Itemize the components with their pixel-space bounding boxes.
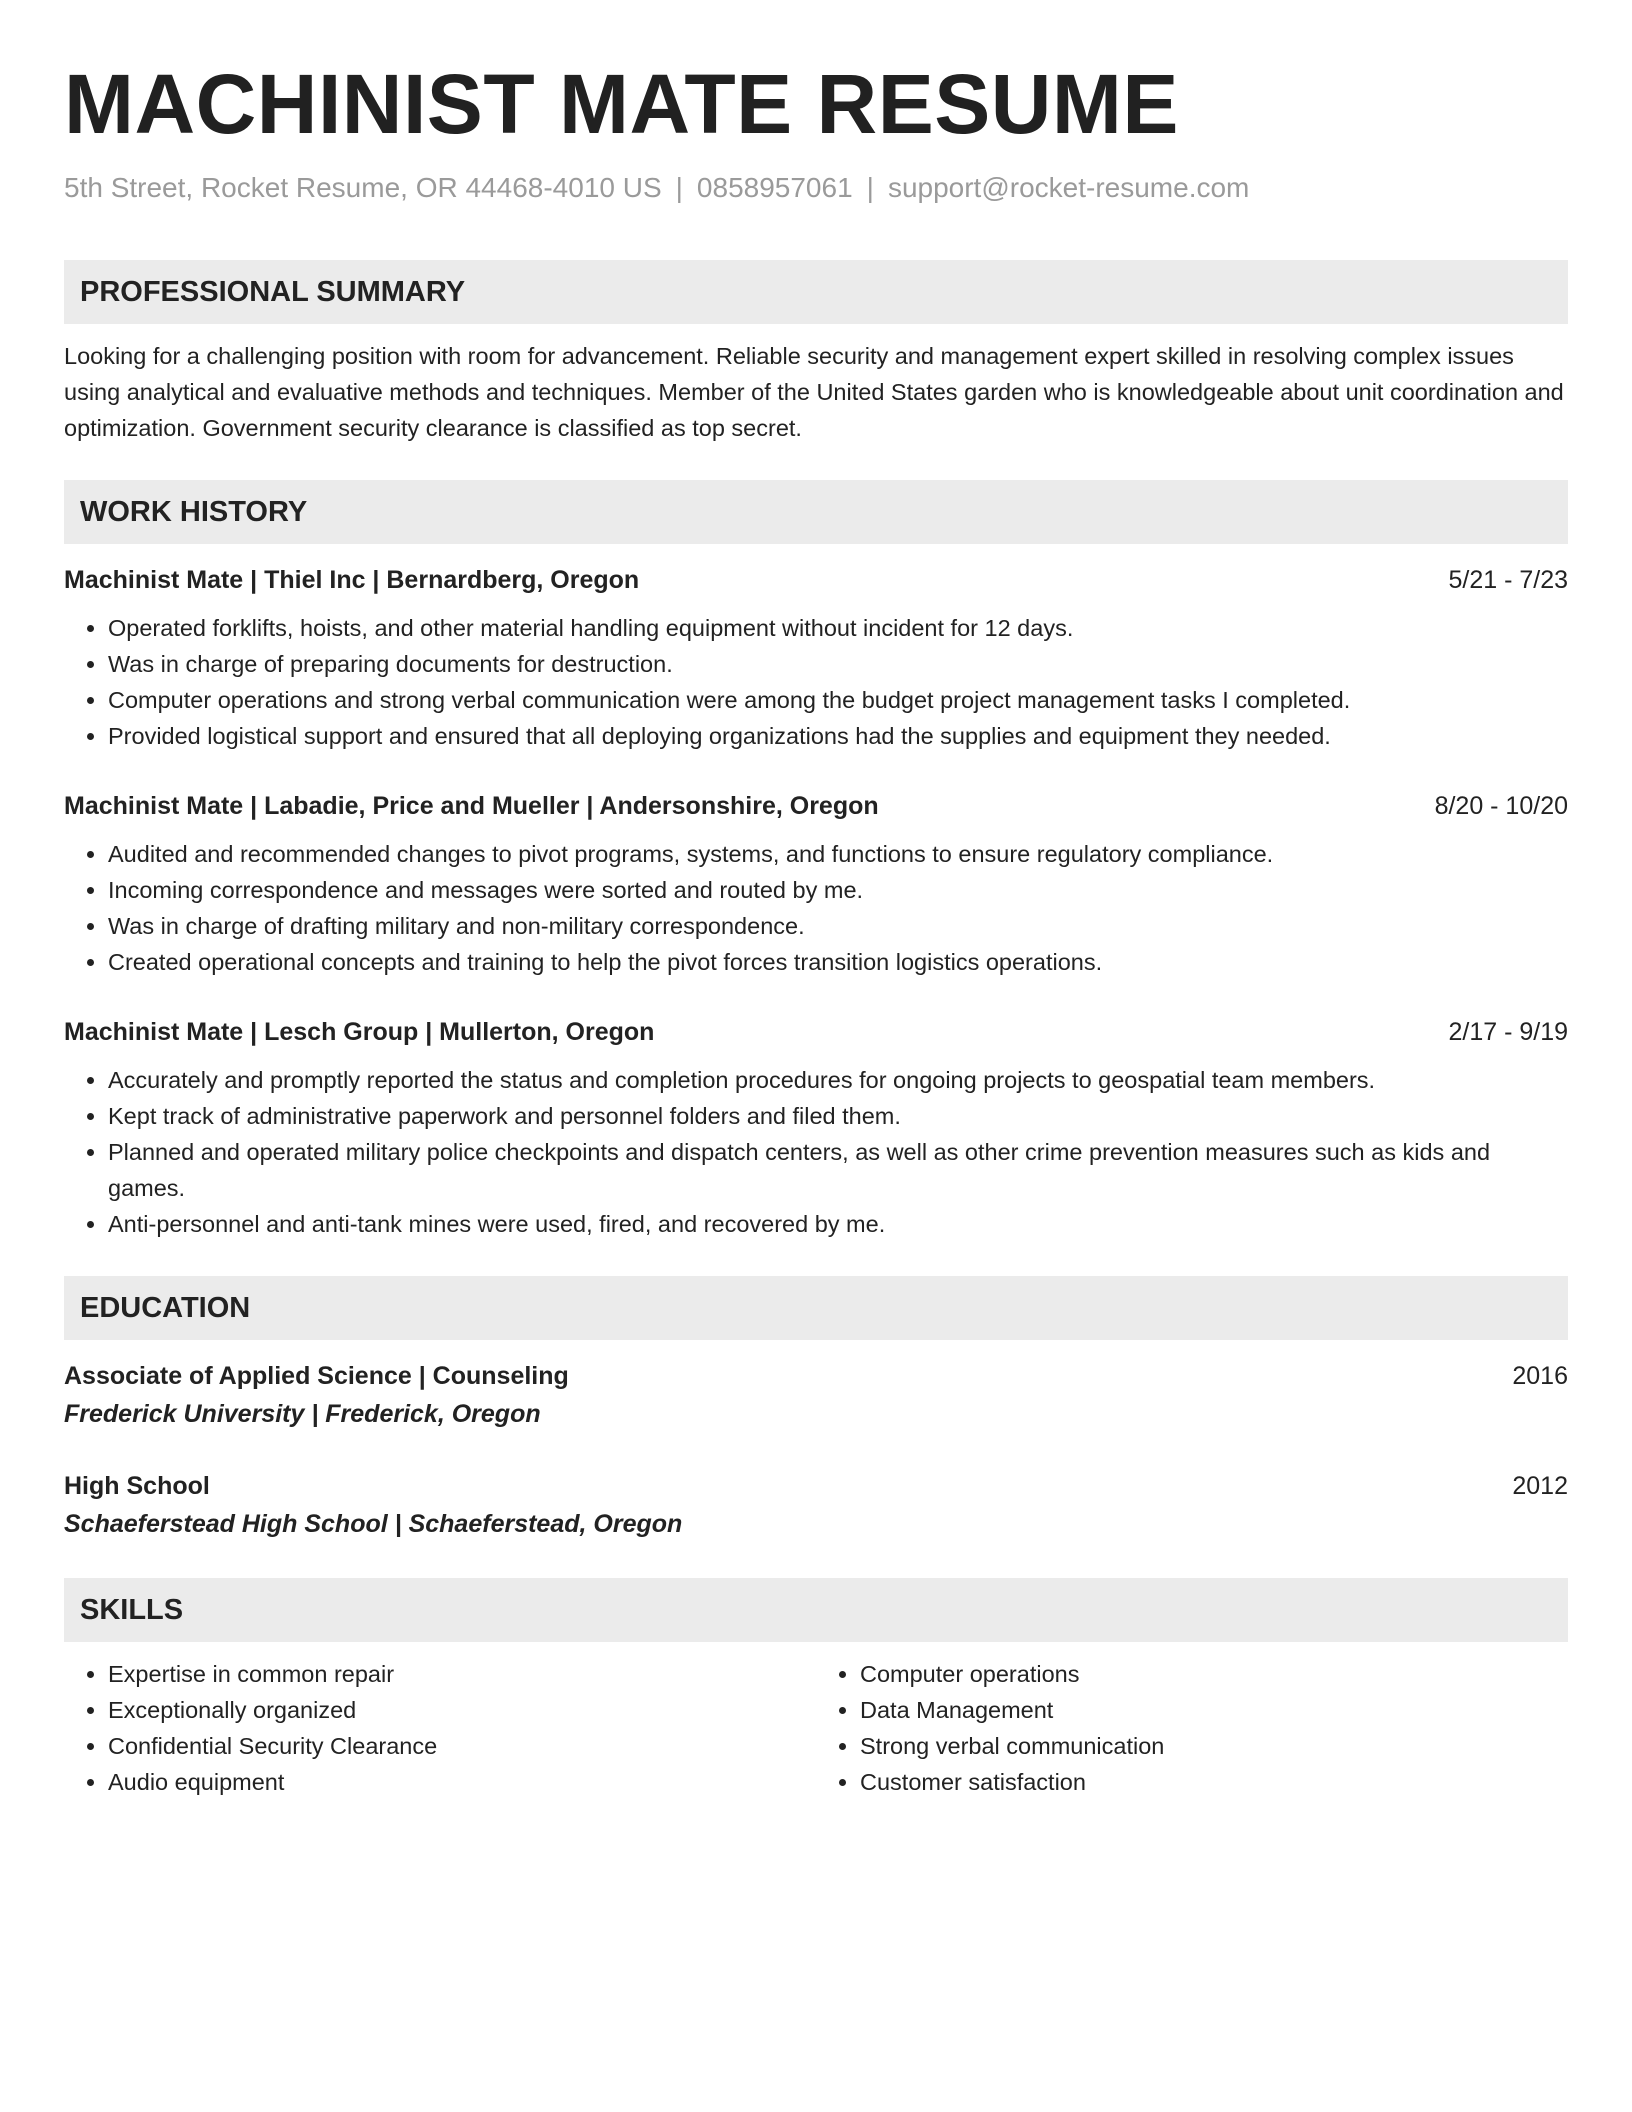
contact-line (64, 170, 1568, 206)
skill-item: • Strong verbal communication (860, 1728, 1568, 1764)
skill-item: • Audio equipment (108, 1764, 816, 1800)
education-entry (64, 1468, 1568, 1544)
job-bullet-list (64, 610, 1568, 754)
section-heading-education: EDUCATION (64, 1276, 1568, 1340)
job-bullet: • Operated forklifts, hoists, and other material handling equipment without incident for 12 days. (108, 610, 1568, 646)
job-bullet: • Was in charge of drafting military and non-military correspondence. (108, 908, 1568, 944)
contact-phone: 0858957061 (696, 172, 853, 203)
skill-item: • Computer operations (860, 1656, 1568, 1692)
skills-list-left (64, 1656, 816, 1800)
education-degree: High School (64, 1472, 210, 1500)
section-heading-work-history: WORK HISTORY (64, 480, 1568, 544)
job-bullet: • Computer operations and strong verbal communication were among the budget project management tasks I completed. (108, 682, 1568, 718)
job-dates: 5/21 - 7/23 (1448, 566, 1568, 594)
job-bullet: • Planned and operated military police checkpoints and dispatch centers, as well as other crime prevention measures such as kids and games. (108, 1134, 1568, 1206)
job-dates: 8/20 - 10/20 (1434, 792, 1568, 820)
skill-item: • Data Management (860, 1692, 1568, 1728)
resume-title: MACHINIST MATE RESUME (64, 57, 1179, 151)
skills-columns (64, 1656, 1568, 1800)
job-bullet: • Audited and recommended changes to pivot programs, systems, and functions to ensure regulatory compliance. (108, 836, 1568, 872)
job-bullet: • Was in charge of preparing documents for destruction. (108, 646, 1568, 682)
skill-item: • Confidential Security Clearance (108, 1728, 816, 1764)
job-title: Machinist Mate | Lesch Group | Mullerton, Oregon (64, 1018, 655, 1046)
job-bullet: • Anti-personnel and anti-tank mines were used, fired, and recovered by me. (108, 1206, 1568, 1242)
job-bullet-list (64, 1062, 1568, 1242)
job-title: Machinist Mate | Thiel Inc | Bernardberg, Oregon (64, 566, 640, 594)
contact-address: 5th Street, Rocket Resume, OR 44468-4010 US (64, 172, 662, 203)
skill-item: • Exceptionally organized (108, 1692, 816, 1728)
contact-email: support@rocket-resume.com (887, 172, 1250, 203)
contact-separator: | (675, 172, 683, 203)
education-entry (64, 1358, 1568, 1434)
job-entry (64, 562, 1568, 754)
job-bullet: • Provided logistical support and ensured that all deploying organizations had the supplies and equipment they needed. (108, 718, 1568, 754)
skills-list-right (816, 1656, 1568, 1800)
job-entry (64, 1014, 1568, 1242)
job-entry (64, 788, 1568, 980)
job-bullet: • Created operational concepts and training to help the pivot forces transition logistics operations. (108, 944, 1568, 980)
education-school: Schaeferstead High School | Schaeferstead, Oregon (64, 1510, 683, 1538)
education-degree: Associate of Applied Science | Counseling (64, 1362, 569, 1390)
job-title: Machinist Mate | Labadie, Price and Mueller | Andersonshire, Oregon (64, 792, 879, 820)
education-school: Frederick University | Frederick, Oregon (64, 1400, 541, 1428)
job-bullet: • Kept track of administrative paperwork and personnel folders and filed them. (108, 1098, 1568, 1134)
education-year: 2016 (1512, 1362, 1568, 1390)
contact-separator: | (866, 172, 874, 203)
summary-text: Looking for a challenging position with room for advancement. Reliable security and management expert skilled in resolving complex issues using analytical and evaluative methods and techniques. Member of the United States garden who is knowledgeable about unit coordination and optimization. Government security clearance is classified as top secret. (64, 343, 1564, 441)
section-heading-summary: PROFESSIONAL SUMMARY (64, 260, 1568, 324)
job-bullet-list (64, 836, 1568, 980)
job-bullet: • Accurately and promptly reported the status and completion procedures for ongoing projects to geospatial team members. (108, 1062, 1568, 1098)
job-bullet: • Incoming correspondence and messages were sorted and routed by me. (108, 872, 1568, 908)
job-dates: 2/17 - 9/19 (1448, 1018, 1568, 1046)
skill-item: • Customer satisfaction (860, 1764, 1568, 1800)
education-year: 2012 (1512, 1472, 1568, 1500)
section-heading-skills: SKILLS (64, 1578, 1568, 1642)
skill-item: • Expertise in common repair (108, 1656, 816, 1692)
